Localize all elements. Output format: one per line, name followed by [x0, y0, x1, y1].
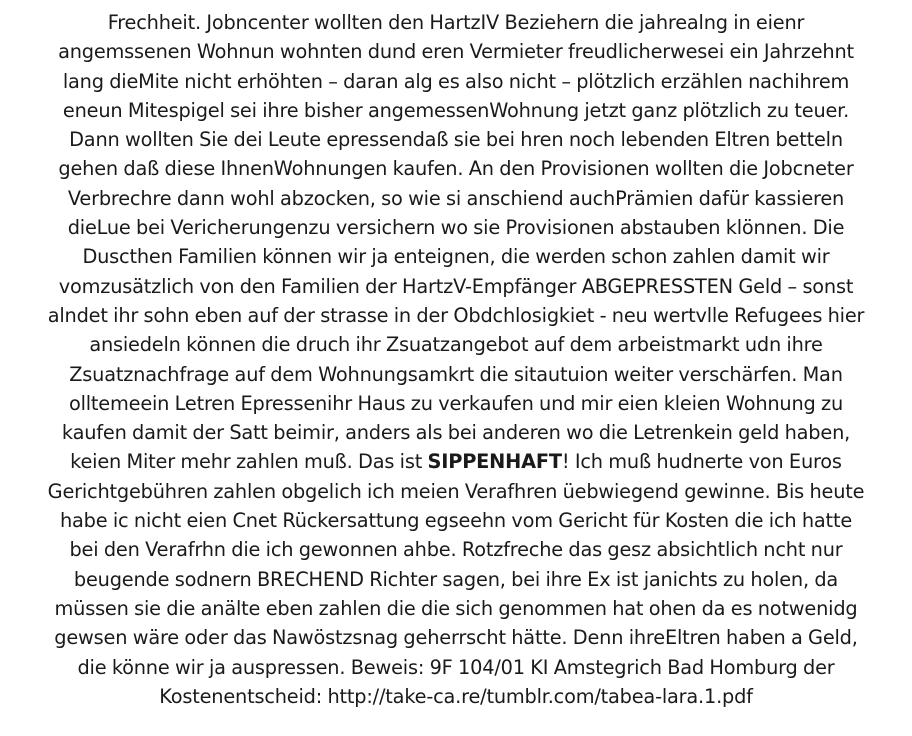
- text-line-with-emphasis: [0, 447, 912, 476]
- text-line: angemssenen Wohnun wohnten dund eren Vermieter freudlicherwesei ein Jahrzehnt: [58, 40, 854, 64]
- text-line: Kostenentscheid: http://take-ca.re/tumblr.com/tabea-lara.1.pdf: [159, 684, 753, 708]
- text-segment: ! Ich muß hudnerte von Euros: [561, 450, 842, 474]
- text-line: Frechheit. Jobncenter wollten den HartzIV Beziehern die jahrealng in eienr: [107, 11, 805, 34]
- text-line: gehen daß diese IhnenWohnungen kaufen. An den Provisionen wollten die Jobcneter: [58, 157, 854, 181]
- body-text: [0, 8, 912, 711]
- text-line: Verbrechre dann wohl abzocken, so wie si anschiend auchPrämien dafür kassieren: [67, 186, 845, 210]
- emphasis-sippenhaft: SIPPENHAFT: [427, 450, 562, 474]
- text-line: vomzusätzlich von den Familien der HartzV-Empfänger ABGEPRESSTEN Geld – sonst: [58, 274, 854, 298]
- text-line: olltemeein Letren Epressenihr Haus zu verkaufen und mir eien kleien Wohnung zu: [68, 391, 844, 415]
- text-line: die könne wir ja auspressen. Beweis: 9F 104/01 KI Amstegrich Bad Homburg der: [77, 655, 835, 679]
- text-line: alndet ihr sohn eben auf der strasse in der Obdchlosigkiet - neu wertvlle Refugees hier: [47, 303, 865, 327]
- text-line: Duscthen Familien können wir ja enteignen, die werden schon zahlen damit wir: [82, 245, 830, 269]
- text-line: habe ic nicht eien Cnet Rückersattung egseehn vom Gericht für Kosten die ich hatte: [59, 509, 853, 533]
- text-line: eneun Mitespigel sei ihre bisher angemessenWohnung jetzt ganz plötzlich zu teuer.: [62, 98, 850, 122]
- text-line: lang dieMite nicht erhöhten – daran alg es also nicht – plötzlich erzählen nachihrem: [62, 69, 850, 93]
- text-segment: keien Miter mehr zahlen muß. Das ist: [70, 450, 428, 474]
- text-line: Zsuatznachfrage auf dem Wohnungsamkrt die sitautuion weiter verschärfen. Man: [69, 362, 843, 386]
- text-line: müssen sie die anälte eben zahlen die die sich genommen hat ohen da es notwenidg: [54, 596, 858, 620]
- text-line: dieLue bei Vericherungenzu versichern wo sie Provisionen abstauben klönnen. Die: [67, 216, 845, 240]
- text-line: Dann wollten Sie dei Leute epressendaß sie bei hren noch lebenden Eltren betteln: [69, 128, 843, 152]
- text-line: ansiedeln können die druch ihr Zsuatzangebot auf dem arbeistmarkt udn ihre: [89, 333, 823, 357]
- text-line: beugende sodnern BRECHEND Richter sagen, bei ihre Ex ist janichts zu holen, da: [73, 567, 839, 591]
- text-line: gewsen wäre oder das Nawöstzsnag geherrscht hätte. Denn ihreEltren haben a Geld,: [54, 626, 858, 650]
- text-line: kaufen damit der Satt beimir, anders als bei anderen wo die Letrenkein geld haben,: [61, 421, 851, 445]
- text-line: Gerichtgebühren zahlen obgelich ich meien Verafhren üebwiegend gewinne. Bis heute: [47, 479, 865, 503]
- text-line: bei den Verafrhn die ich gewonnen ahbe. Rotzfreche das gesz absichtlich ncht nur: [69, 538, 843, 562]
